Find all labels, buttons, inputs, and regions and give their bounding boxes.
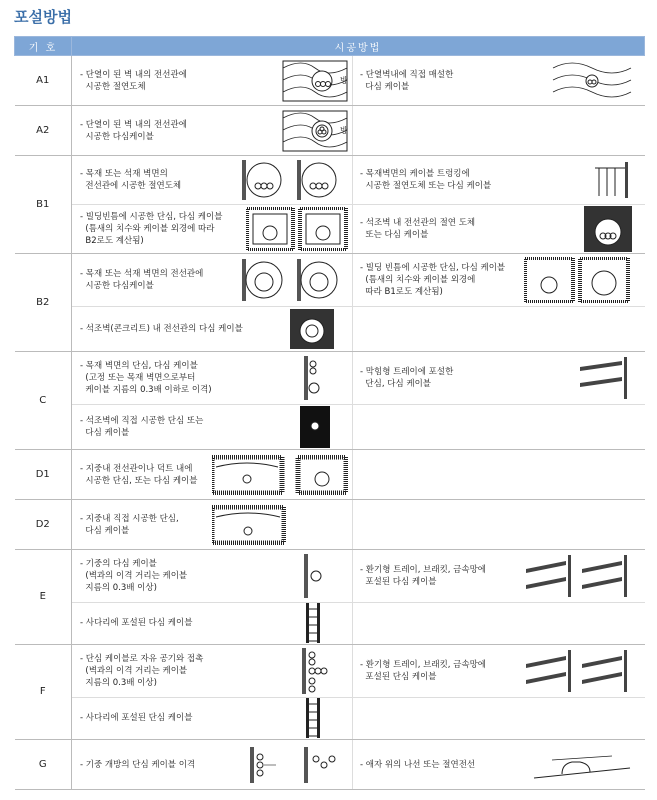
row-code: E [15,550,72,645]
room-label: 방 [340,125,348,135]
method-desc: - 환기형 트레이, 브래킷, 금속망에 포설된 다심 케이블 [360,565,487,587]
row-code: D1 [15,450,72,500]
method-desc: - 석조벽(콘크리트) 내 전선관의 다심 케이블 [80,323,243,334]
method-desc: - 지중내 직접 시공한 단심, 다심 케이블 [80,513,179,536]
table-row [15,450,645,500]
row-code: D2 [15,500,72,550]
method-desc: - 목재 또는 석재 벽면의 전선관에 시공한 절연도체 [80,169,182,191]
table-row [15,645,645,740]
masonry-cable-icon [300,406,330,448]
table-row [15,56,645,106]
insulated-wall-conduit-icon [282,110,348,152]
method-desc: - 석조벽에 직접 시공한 단심 또는 다심 케이블 [80,415,204,438]
method-desc: - 기중 개방의 단심 케이블 이격 [80,759,196,770]
method-desc: - 목재벽면의 케이블 트렁킹에 시공한 절연도체 또는 다심 케이블 [360,169,492,191]
table-row [15,352,645,450]
free-air-cable-icon [304,554,326,598]
method-desc: - 지중내 전선관이나 덕트 내에 시공한 단심, 또는 다심 케이블 [80,463,198,486]
row-code: B1 [15,156,72,254]
spaced-single-core-icon [250,747,348,783]
underground-direct-icon [212,505,286,545]
method-desc: - 단심 케이블로 자유 공기와 접촉 (벽과의 이격 거리는 케이블 지름의 0.3배 이상) [80,654,204,688]
method-desc: - 빌딩빈틈에 시공한 단심, 다심 케이블 (틈새의 치수와 케이블 외경에 따라 B2로도 계산됨) [80,211,223,246]
row-code: A2 [15,106,72,156]
method-desc: - 막힘형 트레이에 포설한 단심, 다심 케이블 [360,367,454,389]
table-row [15,254,645,352]
method-desc: - 애자 위의 나선 또는 절연전선 [360,759,476,770]
room-label: 방 [340,75,348,85]
method-desc: - 단열이 된 벽 내의 전선관에 시공한 다심케이블 [80,119,187,142]
row-code: A1 [15,56,72,106]
method-desc: - 기중의 다심 케이블 (벽과의 이격 거리는 케이블 지름의 0.3배 이상) [80,559,188,593]
concrete-conduit-icon [290,309,334,349]
method-desc: - 사다리에 포설된 단심 케이블 [80,713,193,723]
cable-tray-icon [578,357,632,399]
method-desc: - 단열벽내에 직접 매설한 다심 케이블 [360,69,454,92]
ladder-icon [304,698,322,738]
building-void-icon [524,257,630,303]
method-desc: - 석조벽 내 전선관의 절연 도체 또는 다심 케이블 [360,217,476,240]
page-title: 포설방법 [14,8,72,26]
table-row [15,550,645,645]
wall-cable-icon [304,356,326,400]
ladder-icon [304,603,322,643]
masonry-conduit-icon [584,206,632,252]
insulated-wall-conduit-icon [282,60,348,102]
underground-duct-icon [212,455,348,495]
insulated-wall-cable-icon [552,60,632,102]
table-row [15,156,645,254]
installation-method-table [14,36,645,790]
building-void-icon [246,207,348,251]
header-method: 시공방법 [72,37,645,56]
ventilated-tray-icon [522,650,632,692]
header-code: 기 호 [15,37,72,56]
single-core-free-air-icon [302,648,328,694]
method-desc: - 목재 또는 석재 벽면의 전선관에 시공한 다심케이블 [80,269,204,291]
method-desc: - 사다리에 포설된 다심 케이블 [80,618,193,628]
insulator-icon [532,748,632,782]
table-header [15,37,645,56]
method-desc: - 단열이 된 벽 내의 전선관에 시공한 절연도체 [80,69,187,92]
method-desc: - 목재 벽면의 단심, 다심 케이블 (고정 또는 목재 벽면으로부터 케이블 지름의 0.3배 이하로 이격) [80,361,212,395]
wall-conduit-icon [242,257,347,303]
row-code: C [15,352,72,450]
table-row [15,500,645,550]
method-desc: - 환기형 트레이, 브래킷, 금속망에 포설된 단심 케이블 [360,660,487,682]
row-code: F [15,645,72,740]
table-row [15,740,645,790]
method-desc: - 빌딩 빈틈에 시공한 단심, 다심 케이블 (틈새의 치수와 케이블 외경에 따라 B1로도 계산됨) [360,263,506,297]
row-code: B2 [15,254,72,352]
row-code: G [15,740,72,790]
wall-conduit-icon [242,158,347,202]
cable-trunking-icon [587,160,631,200]
ventilated-tray-icon [522,555,632,597]
table-row [15,106,645,156]
